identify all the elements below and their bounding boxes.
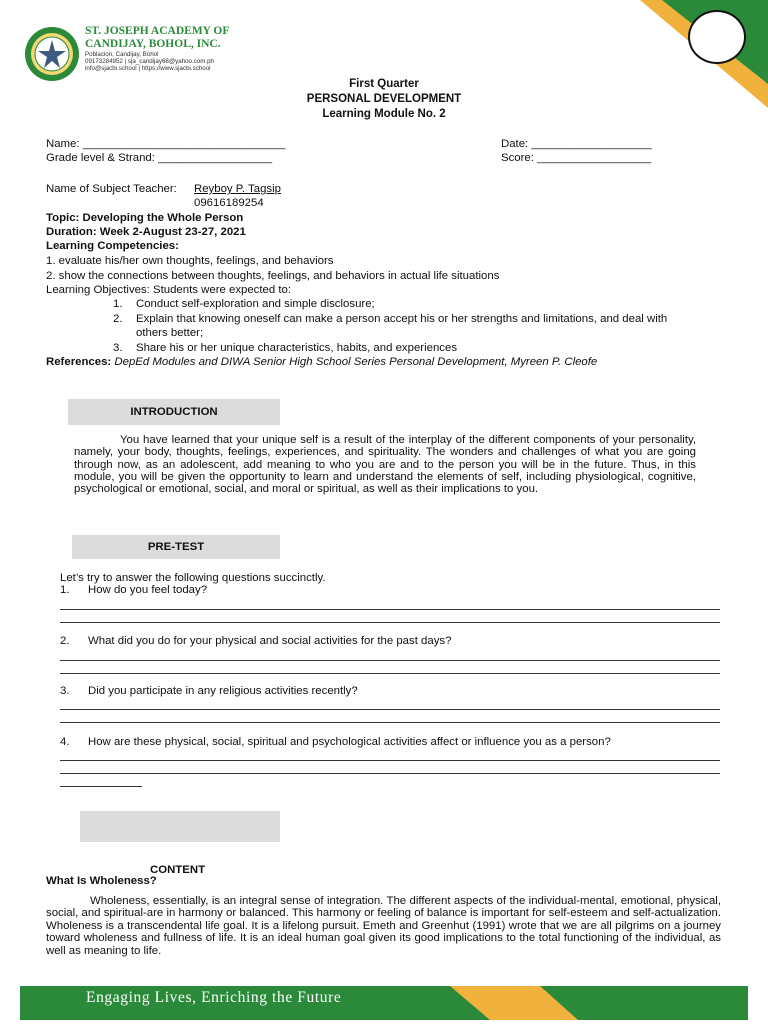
teacher-label: Name of Subject Teacher: [46,183,177,195]
question-text: How are these physical, social, spiritual and psychological activities affect or influence you as a person? [88,736,611,748]
answer-line[interactable] [60,709,720,710]
quarter-title: First Quarter [349,78,419,90]
question-number: 2. [60,635,70,647]
answer-line[interactable] [60,622,720,623]
objective-num: 1. [113,298,123,310]
competencies-heading: Learning Competencies: [46,240,179,252]
question-number: 1. [60,584,70,596]
objectives-intro: Learning Objectives: Students were expected to: [46,284,292,296]
pretest-question [60,685,358,697]
question-number: 3. [60,685,70,697]
name-field[interactable]: Name: ________________________________ [46,138,286,150]
question-text: How do you feel today? [88,584,208,596]
school-name-line2: CANDIJAY, BOHOL, INC. [85,38,221,50]
pretest-question [60,736,611,748]
introduction-body: You have learned that your unique self is a result of the interplay of the different components of your personality, namely, your body, thoughts, feelings, experiences, and spirituality. The wonders and challenges of what you are going through now, as an adolescent, add meaning to who you are and to the person you will be in the future. Thus, in this module, you will be given the opportunity to learn and understand the elements of self, including physiological, cognitive, psychological or emotional, social, and moral or spiritual, as well as their implications to you. [74,434,696,496]
competency-item: 2. show the connections between thoughts, feelings, and behaviors in actual life situations [46,270,500,282]
teacher-name: Reyboy P. Tagsip [194,183,281,195]
logo-placeholder-circle [688,10,746,64]
content-heading-box [80,811,280,842]
pretest-question [60,635,451,647]
objective-text: Explain that knowing oneself can make a person accept his or her strengths and limitations, and deal with [136,313,668,325]
answer-line[interactable] [60,786,142,787]
school-web: info@sjacbi.school | https://www.sjacbi.school [85,65,211,72]
teacher-phone: 09616189254 [194,197,264,209]
module-title: Learning Module No. 2 [322,108,446,120]
content-heading: CONTENT [150,864,206,876]
content-body: Wholeness, essentially, is an integral sense of integration. The different aspects of the individual-mental, emotional, physical, social, and spiritual-are in harmony or balanced. This harmony or feeling of balance is important for self-esteem and self-actualization. Wholeness is a transcendental life goal. It is a lifelong pursuit. Emeth and Greenhut (1991) wrote that we are all pilgrims on a journey toward wholeness and fullness of life. It is an ideal human goal given its good implications to the total functioning of the individual, as well as meaning to life. [46,895,721,957]
objective-text: Share his or her unique characteristics, habits, and experiences [136,342,458,354]
objective-num: 3. [113,342,123,354]
references-text: DepEd Modules and DIWA Senior High School Series Personal Development, Myreen P. Cleofe [114,356,598,368]
school-contact: 09173284952 | sja_candijay68@yahoo.com.ph [85,58,214,65]
topic: Topic: Developing the Whole Person [46,212,244,224]
answer-line[interactable] [60,722,720,723]
date-field[interactable]: Date: ___________________ [501,138,652,150]
objective-num: 2. [113,313,123,325]
answer-line[interactable] [60,673,720,674]
objective-text: Conduct self-exploration and simple disclosure; [136,298,375,310]
subject-title: PERSONAL DEVELOPMENT [306,93,462,105]
grade-strand-field[interactable]: Grade level & Strand: __________________ [46,152,273,164]
answer-line[interactable] [60,760,720,761]
answer-line[interactable] [60,660,720,661]
school-name-line1: ST. JOSEPH ACADEMY OF [85,25,230,37]
references-label: References: [46,356,112,368]
school-address: Poblacion, Candijay, Bohol [85,51,159,58]
corner-decoration [600,0,768,110]
content-subheading: What Is Wholeness? [46,875,157,887]
school-seal-icon [24,26,80,82]
question-text: Did you participate in any religious activities recently? [88,685,358,697]
objective-text: others better; [136,327,204,339]
competency-item: 1. evaluate his/her own thoughts, feelings, and behaviors [46,255,334,267]
answer-line[interactable] [60,773,720,774]
score-field[interactable]: Score: __________________ [501,152,652,164]
pretest-heading: PRE-TEST [72,535,280,559]
footer-tagline: Engaging Lives, Enriching the Future [86,989,342,1006]
pretest-intro: Let’s try to answer the following questions succinctly. [60,572,326,584]
question-number: 4. [60,736,70,748]
answer-line[interactable] [60,609,720,610]
question-text: What did you do for your physical and social activities for the past days? [88,635,452,647]
introduction-heading: INTRODUCTION [68,399,280,425]
references [46,356,597,368]
duration: Duration: Week 2-August 23-27, 2021 [46,226,246,238]
pretest-question [60,584,207,596]
